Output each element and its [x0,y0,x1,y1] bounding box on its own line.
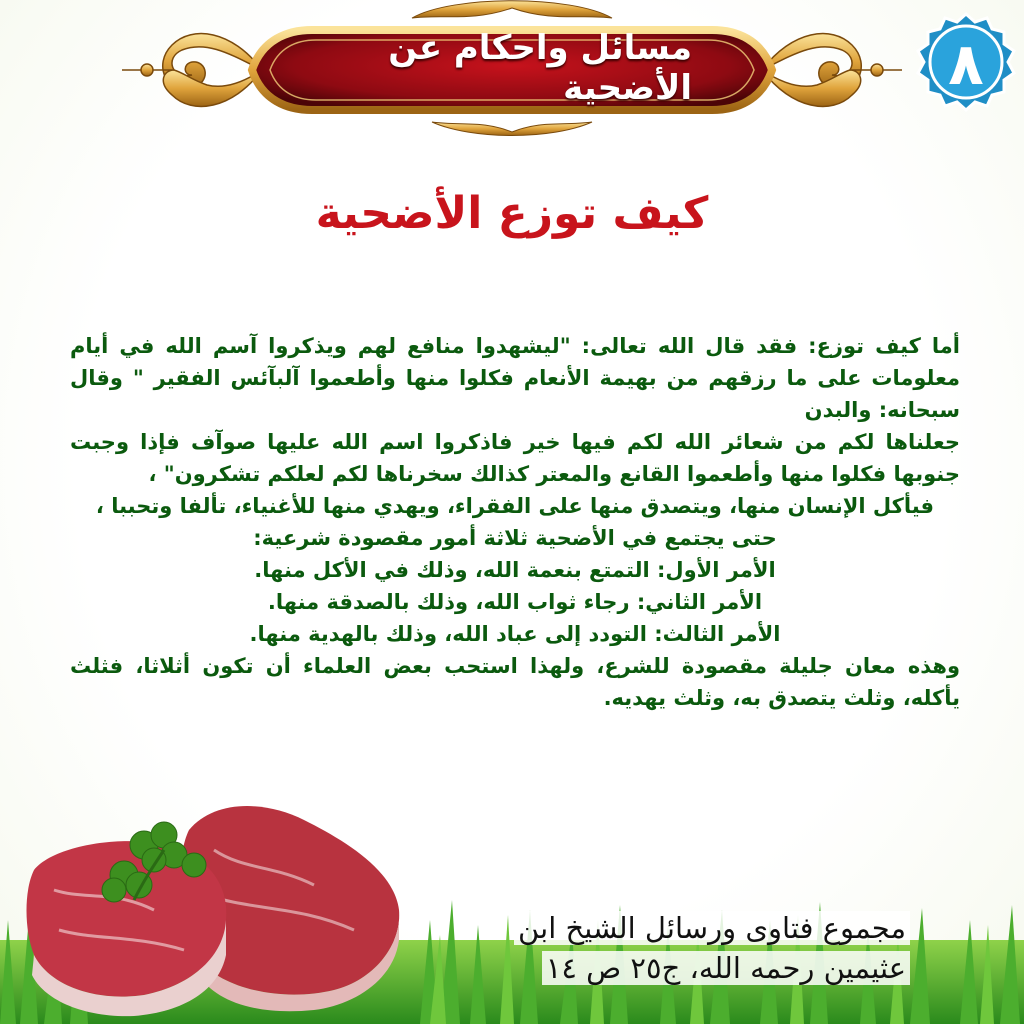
paragraph: أما كيف توزع: فقد قال الله تعالى: "ليشهدوا منافع لهم ويذكروا آسم الله في أيام معلومات على ما رزقهم من بهيمة الأنعام فكلوا منها وأطعموا آلبآئس الفقير " وقال سبحانه: والبدن [70,334,960,422]
text-line: فيأكل الإنسان منها، ويتصدق منها على الفقراء، ويهدي منها للأغنياء، تألفا وتحببا ، [95,494,935,518]
meat-icon [14,790,414,1020]
citation-line: عثيمين رحمه الله، ج٢٥ ص ١٤ [440,948,910,988]
badge-number: ٨ [948,30,984,98]
source-citation [440,908,910,988]
banner-title: مسائل واحكام عن الأضحية [388,28,692,108]
citation-line: مجموع فتاوى ورسائل الشيخ ابن [440,908,910,948]
page-title: كيف توزع الأضحية [315,188,709,239]
number-badge [912,10,1020,118]
text-line: الأمر الأول: التمتع بنعمة الله، وذلك في الأكل منها. [254,558,776,582]
text-line: الأمر الثاني: رجاء ثواب الله، وذلك بالصدقة منها. [267,590,763,614]
header-banner [112,0,912,140]
body-text [70,330,960,714]
paragraph: جعلناها لكم من شعائر الله لكم فيها خير فاذكروا اسم الله عليها صوآف فإذا وجبت جنوبها فكلوا منها وأطعموا القانع والمعتر كذالك سخرناها لكم لعلكم تشكرون" ، [70,430,960,486]
text-line: وهذه معان جليلة مقصودة للشرع، ولهذا استحب بعض العلماء أن تكون أثلاثا، فثلث يأكله، وثلث يتصدق به، وثلث يهديه. [70,654,960,710]
text-line: الأمر الثالث: التودد إلى عباد الله، وذلك بالهدية منها. [249,622,781,646]
text-line: حتى يجتمع في الأضحية ثلاثة أمور مقصودة شرعية: [253,526,777,550]
